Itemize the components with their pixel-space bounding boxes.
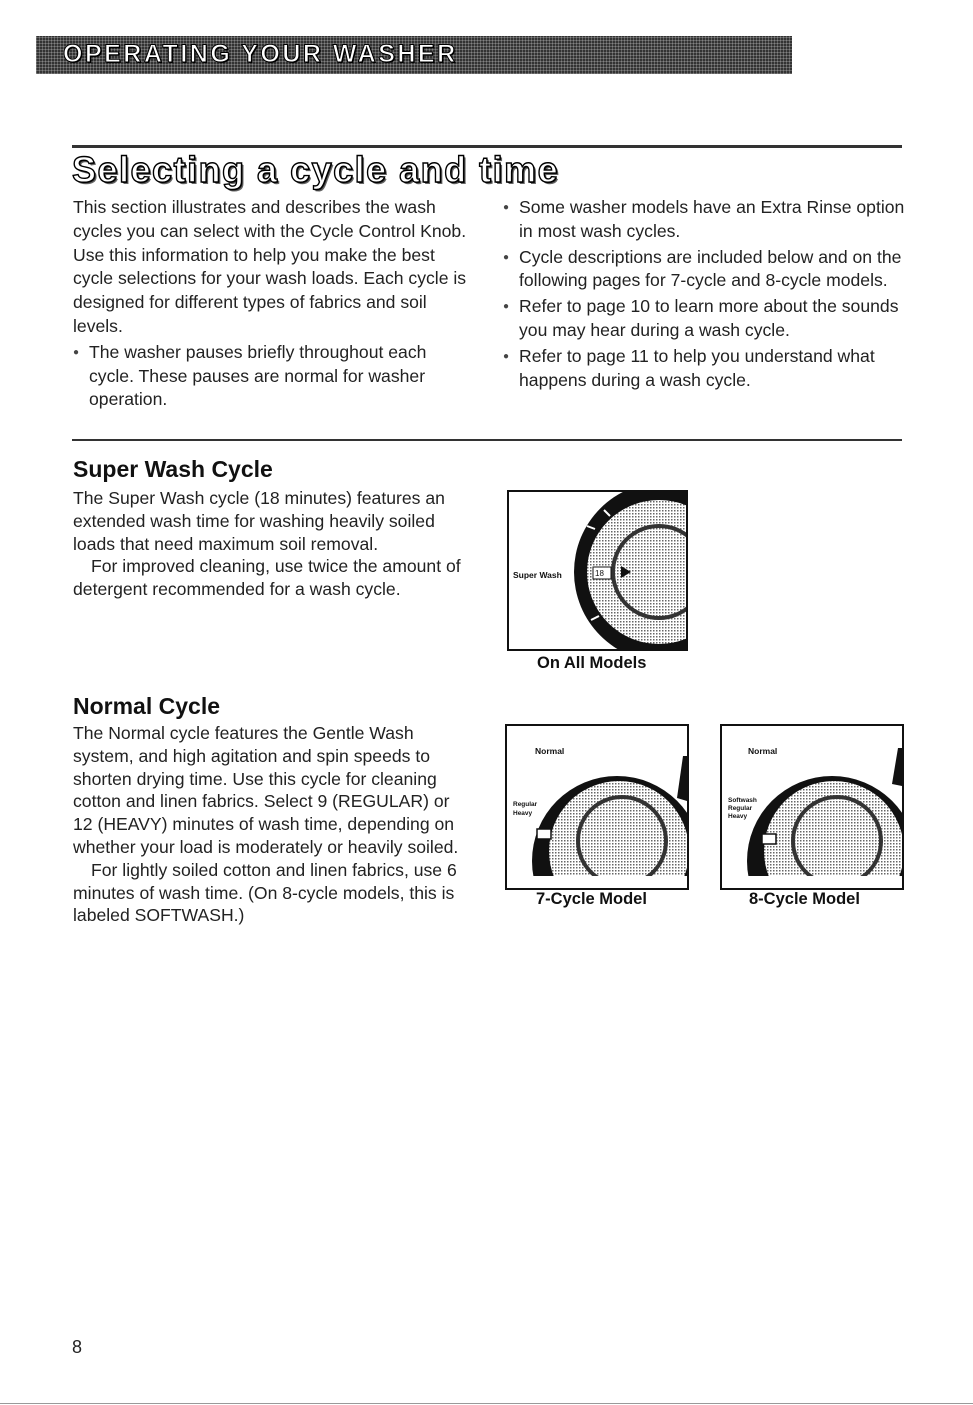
super-wash-text — [73, 487, 473, 601]
dial-label-softwash: Softwash — [728, 797, 757, 804]
normal-cycle-heading: Normal Cycle — [73, 693, 221, 719]
bullet-item: ● Refer to page 11 to help you understand what happens during a wash cycle. — [503, 345, 908, 393]
dial-label-regular: Regular — [513, 801, 538, 808]
dial-label-heavy: Heavy — [728, 813, 748, 820]
super-wash-paragraph: For improved cleaning, use twice the amount of detergent recommended for a wash cycle. — [73, 556, 461, 600]
dial-label-normal: Normal — [748, 746, 778, 756]
normal-cycle-paragraph: The Normal cycle features the Gentle Wash system, and high agitation and spin speeds to shorten drying time. Use this cycle for cleaning cotton and linen fabrics. Select 9 (REGULAR) or 12 (HEAVY) minutes of wash time, depending on whether your load is moderately or heavily soiled. — [73, 723, 459, 857]
dial-label-heavy: Heavy — [513, 810, 533, 817]
cycle-dial-illustration — [722, 726, 902, 888]
dial-label-super-wash: Super Wash — [513, 570, 562, 580]
normal-cycle-paragraph: For lightly soiled cotton and linen fabrics, use 6 minutes of wash time. (On 8-cycle models, this is labeled SOFTWASH.) — [73, 859, 457, 926]
banner-title: OPERATING YOUR WASHER — [63, 40, 458, 68]
page-title: Selecting a cycle and time — [72, 149, 560, 190]
normal-cycle-text — [73, 722, 473, 927]
dial-label-normal: Normal — [535, 746, 565, 756]
top-divider — [72, 145, 902, 148]
super-wash-dial-figure — [507, 490, 688, 651]
intro-left-bullets — [73, 341, 468, 412]
intro-paragraph: This section illustrates and describes the wash cycles you can select with the Cycle Control Knob. Use this information to help you make the best cycle selections for your wash loads. Each cycle is designed for different types of fabrics and soil levels. — [73, 197, 467, 336]
cycle-dial-illustration — [507, 726, 687, 888]
bullet-item: ● Cycle descriptions are included below and on the following pages for 7-cycle and 8-cycle models. — [503, 246, 908, 294]
cycle-dial-illustration — [509, 492, 686, 649]
bullet-item: ● Refer to page 10 to learn more about the sounds you may hear during a wash cycle. — [503, 295, 908, 343]
eight-cycle-dial-figure — [720, 724, 904, 890]
dial-label-regular: Regular — [728, 805, 753, 812]
bullet-item: ● The washer pauses briefly throughout each cycle. These pauses are normal for washer operation. — [73, 341, 468, 412]
intro-right-bullets — [503, 196, 908, 392]
figure-caption: 8-Cycle Model — [749, 890, 860, 908]
intro-left-column — [73, 196, 468, 414]
page-number: 8 — [72, 1337, 83, 1357]
dial-number: 18 — [595, 569, 604, 578]
seven-cycle-dial-figure — [505, 724, 689, 890]
section-divider — [72, 439, 902, 441]
intro-right-column — [503, 196, 908, 394]
bottom-edge-line — [0, 1403, 973, 1404]
super-wash-paragraph: The Super Wash cycle (18 minutes) features an extended wash time for washing heavily soiled loads that need maximum soil removal. — [73, 488, 445, 554]
section-banner — [36, 36, 792, 74]
figure-caption: On All Models — [537, 654, 647, 672]
super-wash-heading: Super Wash Cycle — [73, 456, 273, 482]
figure-caption: 7-Cycle Model — [536, 890, 647, 908]
bullet-item: ● Some washer models have an Extra Rinse option in most wash cycles. — [503, 196, 908, 244]
